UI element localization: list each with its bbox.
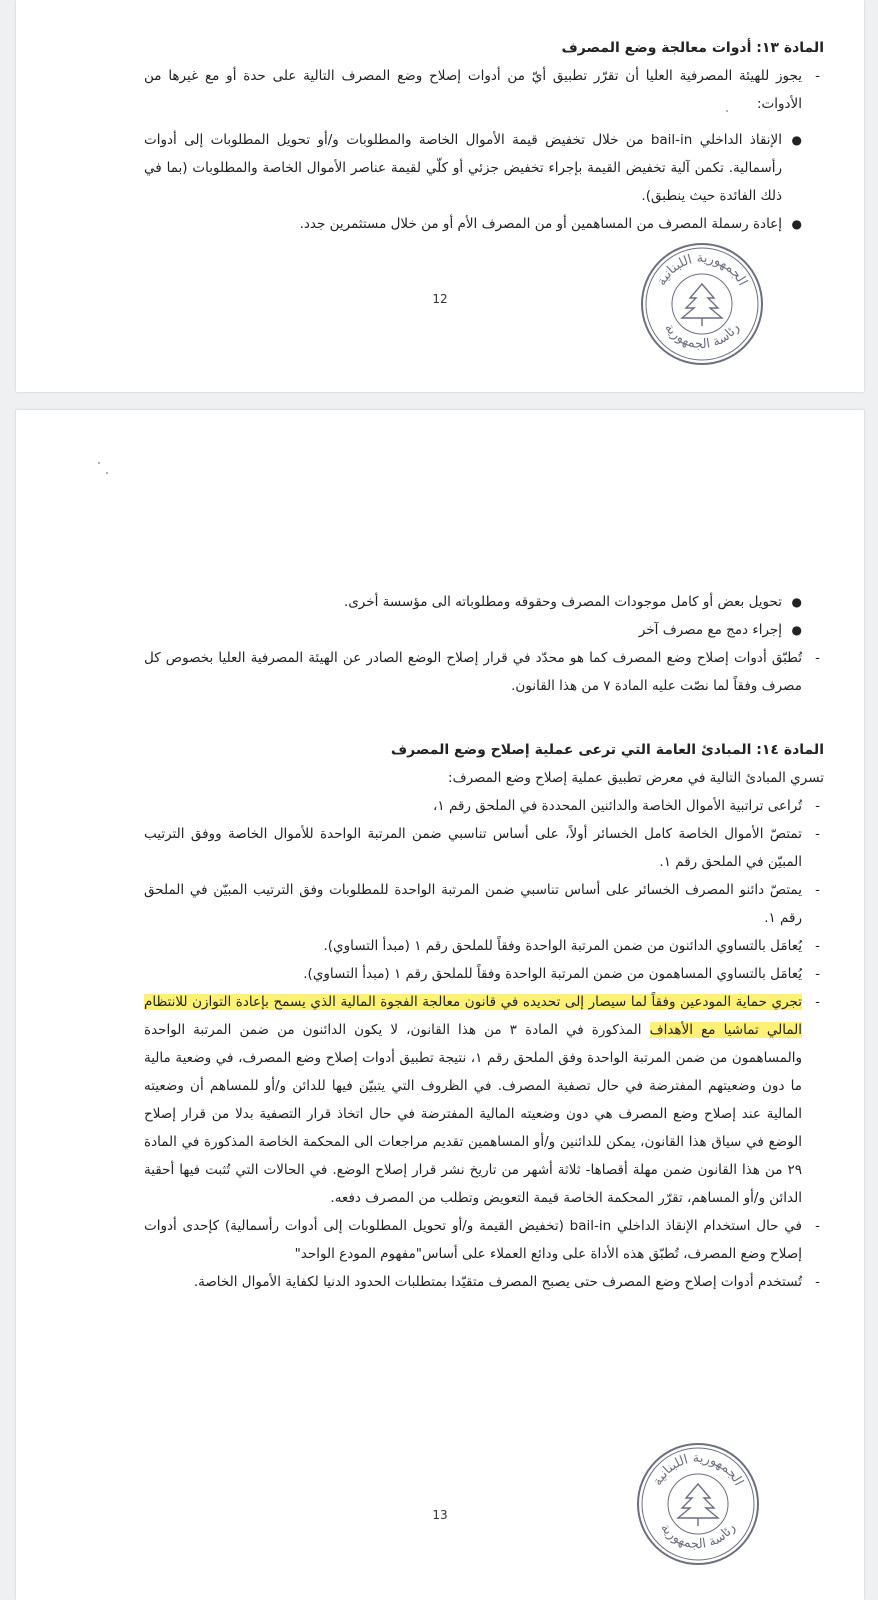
highlighted-text: تجري حماية المودعين وفقاً لما سيصار إلى تحديده في قانون معالجة الفجوة المالية الذي يسمح بإعادة التوازن للانتظام المالي تماشيا مع الأهداف	[144, 994, 802, 1038]
principles-intro: تسري المبادئ التالية في معرض تطبيق عملية إصلاح وضع المصرف:	[448, 770, 824, 786]
bail-in-term: bail-in	[650, 132, 693, 148]
dash-marker: -	[815, 938, 820, 954]
principle-text: تُستخدم أدوات إصلاح وضع المصرف حتى يصبح المصرف متقيّدا بمتطلبات الحدود الدنيا لكفاية الأموال الخاصة.	[193, 1274, 802, 1290]
seal-top-text: الجمهورية اللبنانية	[654, 250, 750, 289]
principle-text: المذكورة في المادة ٣ من هذا القانون، لا يكون الدائنون من ضمن المرتبة الواحدة والمساهمون من ضمن المرتبة الواحدة وفق الملحق رقم ١، نتيجة تطبيق أدوات إصلاح وضع المصرف، في وضعية مالية ما دون وضعيتهم المفترضة في حال تصفية المصرف. في الظروف التي يتبيّن فيها للدائن و/أو للمساهم أن وضعيته المالية عند إصلاح وضع المصرف هي دون وضعيته المالية المفترضة في حال اتخاذ قرار التصفية بدلا من قرار إصلاح الوضع في سياق هذا القانون، يمكن للدائنين و/أو المساهمين تقديم مراجعات الى المحكمة الخاصة المذكورة في المادة ٢٩ من هذا القانون ضمن مهلة أقصاها- ثلاثة أشهر من تاريخ نشر قرار إصلاح الوضع. في الحالات التي تُثبت فيها أحقية الدائن و/أو المساهم، تقرّر المحكمة الخاصة قيمة التعويض وتطلب من المصرف دفعه.	[144, 1022, 802, 1206]
principle-text: تمتصّ الأموال الخاصة كامل الخسائر أولاً، على أساس تناسبي ضمن المرتبة الواحدة للأموال الخاصة ووفق الترتيب المبيّن في الملحق رقم ١.	[144, 826, 802, 870]
principle-creditors-equality	[144, 932, 824, 960]
bullet-marker: ●	[791, 217, 802, 231]
bail-in-term: bail-in	[569, 1218, 612, 1234]
principle-capital-adequacy	[144, 1268, 824, 1296]
list-item-bail-in	[144, 126, 824, 210]
article-13-intro-text: يجوز للهيئة المصرفية العليا أن تقرّر تطبيق أيّ من أدوات إصلاح وضع المصرف التالية على حدة أو مع غيرها من الأدوات:	[144, 68, 802, 112]
bullet-marker: ●	[791, 133, 802, 147]
principle-hierarchy	[144, 792, 824, 820]
dash-marker: -	[815, 994, 820, 1010]
page-number: 13	[432, 1508, 448, 1522]
scan-speck	[726, 110, 728, 112]
principle-text: يمتصّ دائنو المصرف الخسائر على أساس تناسبي ضمن المرتبة الواحدة للمطلوبات وفق الترتيب المبيّن في الملحق رقم ١.	[144, 882, 802, 926]
principle-shareholders-equality	[144, 960, 824, 988]
transfer-text: تحويل بعض أو كامل موجودات المصرف وحقوقه ومطلوباته الى مؤسسة أخرى.	[343, 594, 782, 610]
scan-speck	[106, 472, 108, 474]
bail-in-text-end: من خلال تخفيض قيمة الأموال الخاصة والمطلوبات و/أو تحويل المطلوبات إلى أدوات رأسمالية. تكمن آلية تخفيض القيمة بإجراء تخفيض جزئي أو كلّي لقيمة عناصر الأموال الخاصة والمطلوبات (بما في ذلك الفائدة حيث ينطبق).	[144, 132, 782, 204]
principle-text-start: في حال استخدام الإنقاذ الداخلي	[611, 1218, 803, 1234]
principle-own-funds-losses	[144, 820, 824, 876]
principle-text: يُعامَل بالتساوي المساهمون من ضمن المرتبة الواحدة وفقاً للملحق رقم ١ (مبدأ التساوي).	[303, 966, 802, 982]
apply-tools-item	[144, 644, 824, 700]
page-number: 12	[432, 292, 448, 306]
principle-creditors-losses	[144, 876, 824, 932]
bullet-marker: ●	[791, 595, 802, 609]
dash-marker: -	[815, 882, 820, 898]
dash-marker: -	[815, 68, 820, 84]
cedar-tree-icon	[682, 284, 722, 326]
dash-marker: -	[815, 1218, 820, 1234]
dash-marker: -	[815, 798, 820, 814]
merge-text: إجراء دمج مع مصرف آخر	[638, 622, 782, 638]
svg-text:الجمهورية اللبنانية	[654, 251, 750, 289]
apply-tools-text: تُطبّق أدوات إصلاح وضع المصرف كما هو محدّد في قرار إصلاح الوضع الصادر عن الهيئة المصرفية العليا بخصوص كل مصرف وفقاً لما نصّت عليه المادة ٧ من هذا القانون.	[144, 650, 802, 694]
article-13-intro	[144, 62, 824, 118]
seal-bottom-text: رئاسة الجمهورية	[657, 1520, 739, 1553]
presidency-seal-stamp	[638, 240, 766, 368]
document-page-13	[16, 410, 864, 1600]
page-13-text	[144, 588, 824, 1296]
page-12-text	[144, 34, 824, 238]
cedar-tree-icon	[678, 1484, 718, 1526]
scan-speck	[98, 462, 100, 464]
list-item-recapitalization	[144, 210, 824, 238]
principle-depositor-protection	[144, 988, 824, 1212]
bullet-marker: ●	[791, 623, 802, 637]
bail-in-text-start: الإنقاذ الداخلي	[692, 132, 782, 148]
principle-text: يُعامَل بالتساوي الدائنون من ضمن المرتبة الواحدة وفقاً للملحق رقم ١ (مبدأ التساوي).	[323, 938, 802, 954]
dash-marker: -	[815, 966, 820, 982]
seal-top-text: الجمهورية اللبنانية	[650, 1450, 746, 1489]
principle-text-end: (تخفيض القيمة و/أو تحويل المطلوبات إلى أدوات رأسمالية) كإحدى أدوات إصلاح وضع المصرف، تُطبّق هذه الأداة على ودائع العملاء على أساس"مفهوم المودع الواحد"	[144, 1218, 802, 1262]
principle-bail-in-deposits	[144, 1212, 824, 1268]
seal-graphic	[638, 240, 766, 368]
principle-text: تُراعى تراتبية الأموال الخاصة والدائنين المحددة في الملحق رقم ١،	[433, 798, 802, 814]
article-13-heading: المادة ١٣: أدوات معالجة وضع المصرف	[561, 40, 824, 56]
article-14-heading: المادة ١٤: المبادئ العامة التي ترعى عملية إصلاح وضع المصرف	[390, 742, 824, 758]
presidency-seal-stamp	[634, 1440, 762, 1568]
svg-text:الجمهورية اللبنانية	[650, 1451, 746, 1489]
list-item-transfer	[144, 588, 824, 616]
dash-marker: -	[815, 1274, 820, 1290]
recapitalization-text: إعادة رسملة المصرف من المساهمين أو من المصرف الأم أو من خلال مستثمرين جدد.	[299, 216, 782, 232]
list-item-merge	[144, 616, 824, 644]
document-page-12	[16, 0, 864, 392]
seal-bottom-text: رئاسة الجمهورية	[661, 320, 743, 353]
dash-marker: -	[815, 650, 820, 666]
seal-graphic	[634, 1440, 762, 1568]
dash-marker: -	[815, 826, 820, 842]
